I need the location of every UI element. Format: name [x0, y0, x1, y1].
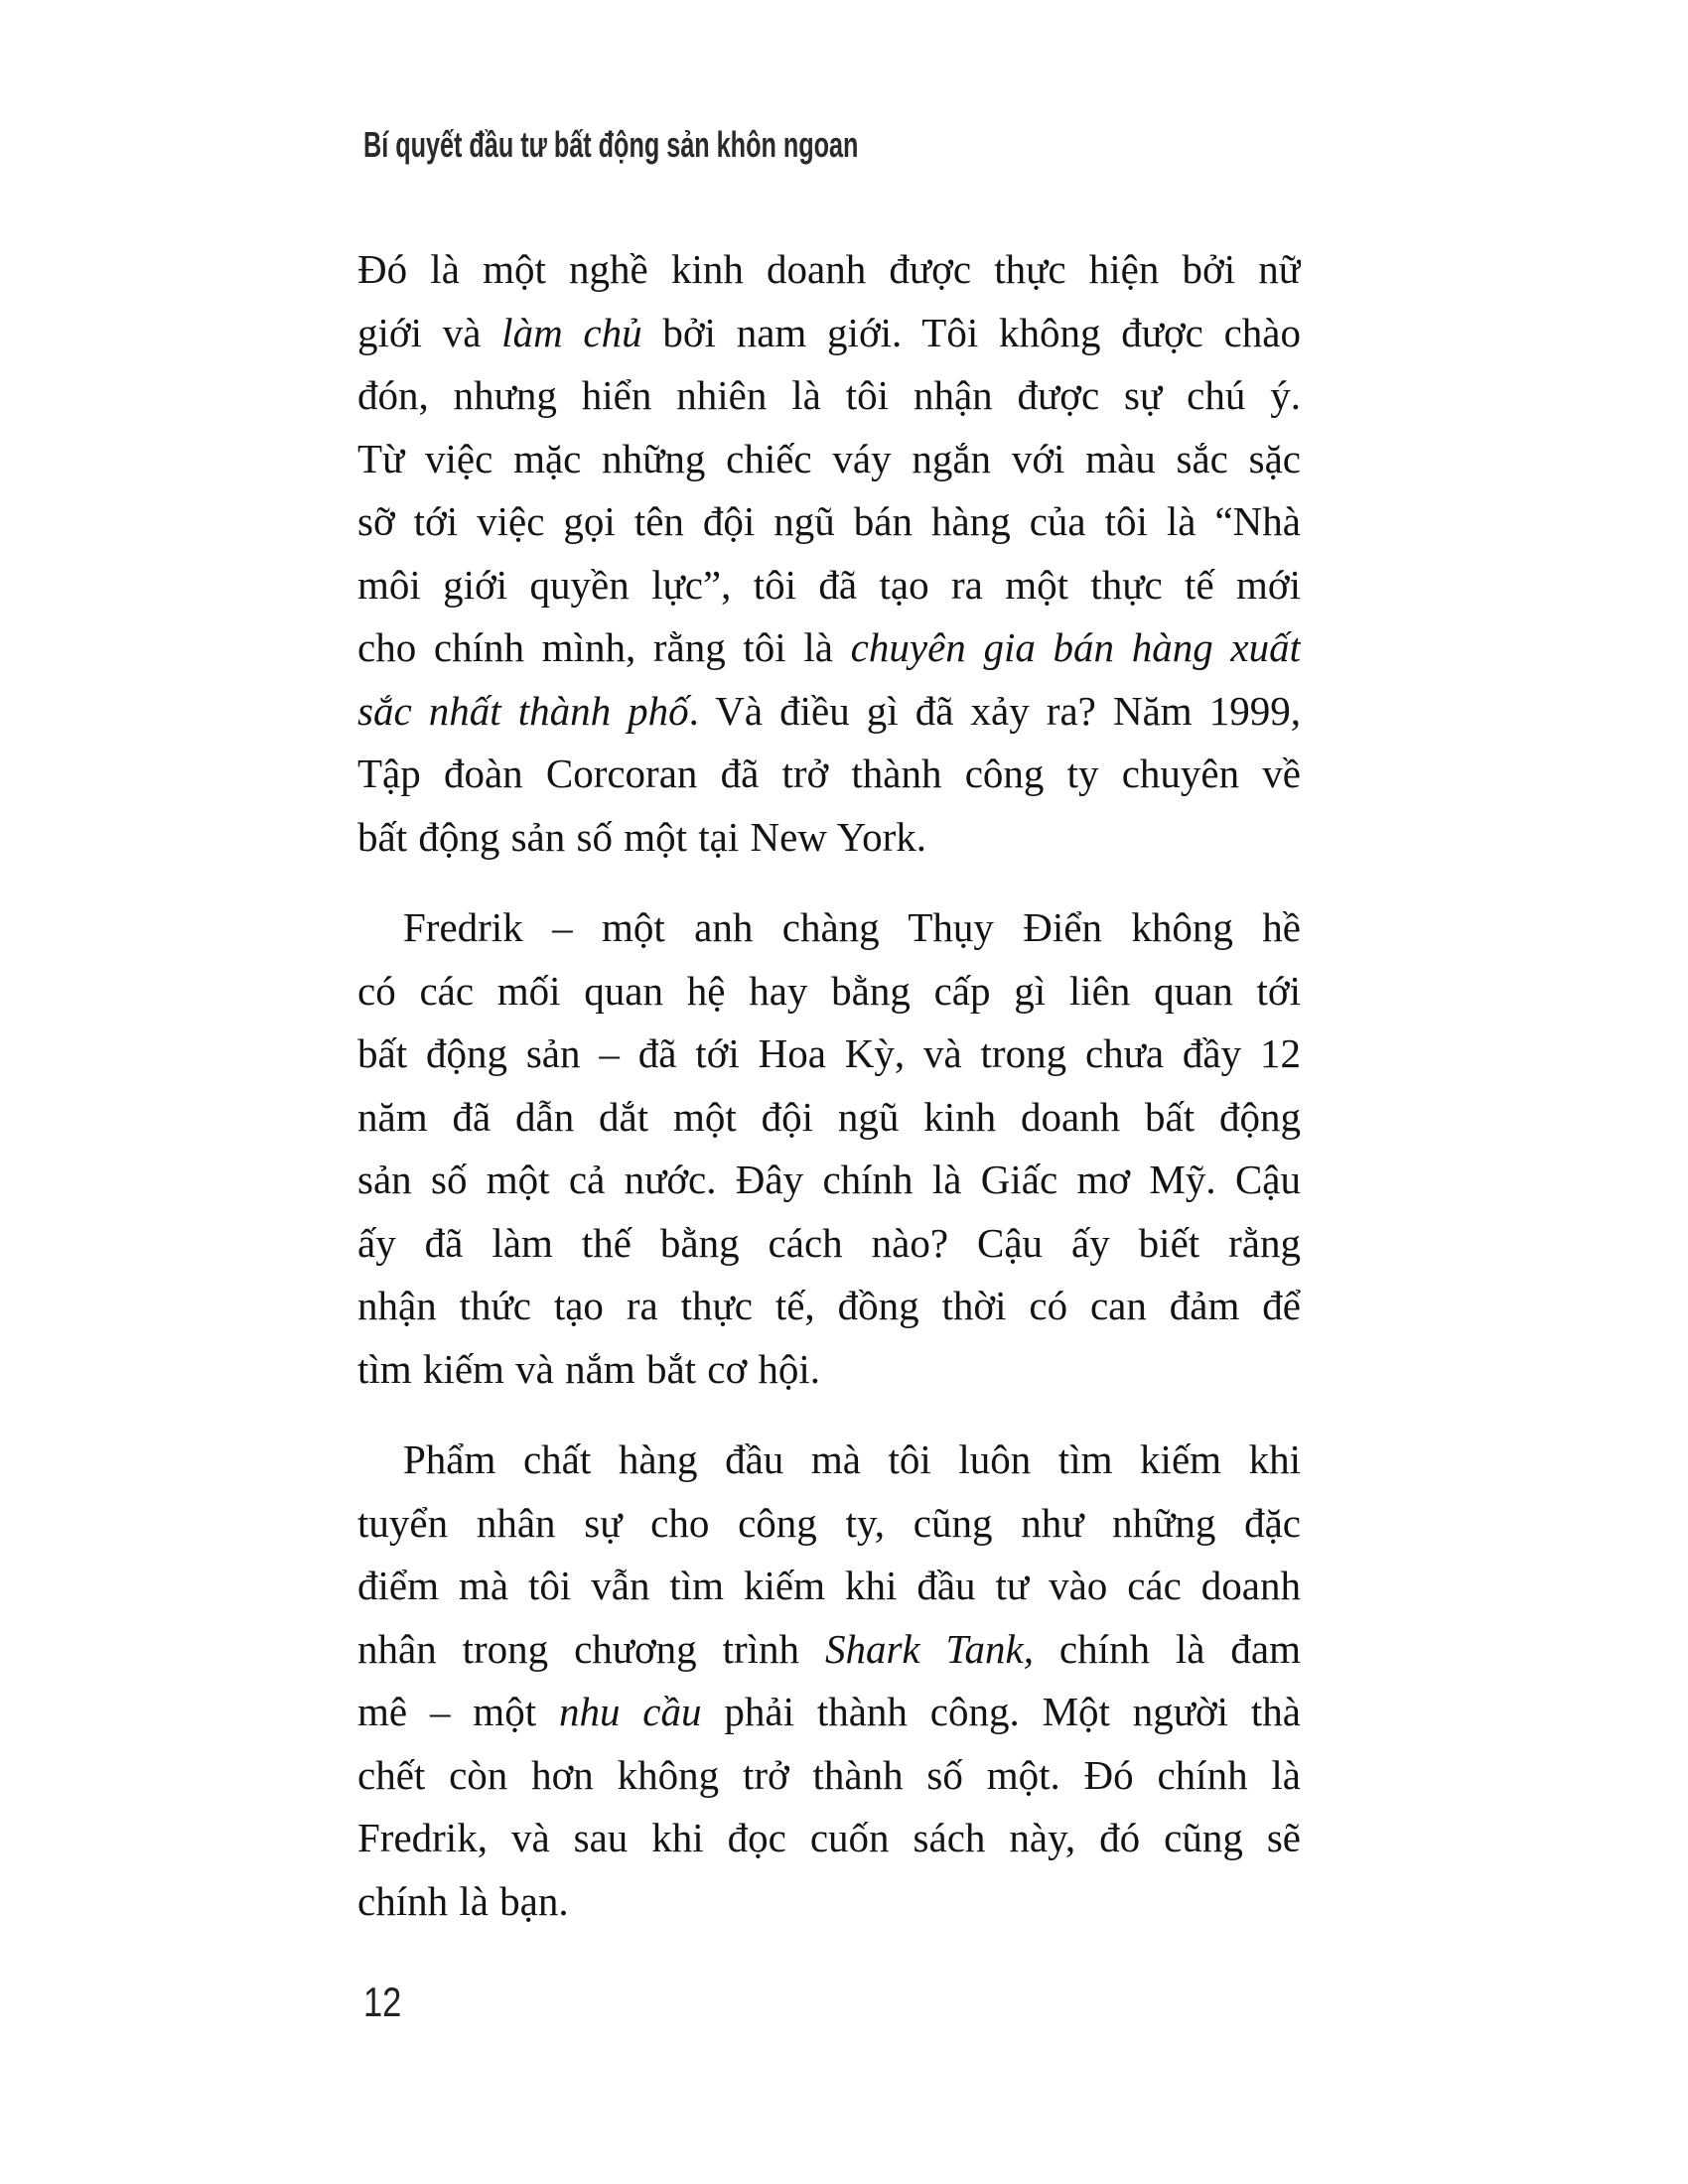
text-line — [357, 1807, 1301, 1870]
text-line — [357, 428, 1301, 491]
text-segment: bất động sản – đã tới Hoa Kỳ, và trong chưa đầy 12 — [357, 1030, 1301, 1076]
italic-text-segment: chuyên gia bán hàng xuất — [850, 624, 1301, 670]
text-line — [357, 1149, 1301, 1212]
text-line — [357, 1618, 1301, 1682]
text-segment: nhân trong chương trình — [357, 1625, 825, 1672]
text-segment: Fredrik, và sau khi đọc cuốn sách này, đó cũng sẽ — [357, 1815, 1301, 1860]
text-line — [357, 1212, 1301, 1276]
italic-text-segment: Shark Tank, — [824, 1625, 1034, 1672]
text-segment: Đó là một nghề kinh doanh được thực hiện bởi nữ — [357, 246, 1301, 292]
text-segment: . Và điều gì đã xảy ra? Năm 1999, — [688, 687, 1301, 734]
text-segment: điểm mà tôi vẫn tìm kiếm khi đầu tư vào các doanh — [357, 1563, 1301, 1608]
text-line — [357, 1744, 1301, 1808]
text-segment: phải thành công. Một người thà — [701, 1689, 1301, 1734]
text-segment: chết còn hơn không trở thành số một. Đó chính là — [357, 1751, 1301, 1798]
text-segment: tìm kiếm và nắm bắt cơ hội. — [357, 1345, 821, 1392]
text-line — [357, 680, 1301, 744]
text-line — [357, 490, 1301, 554]
paragraph-3 — [357, 1429, 1301, 1933]
text-segment: đón, nhưng hiển nhiên là tôi nhận được sự chú ý. — [357, 372, 1301, 418]
text-line — [357, 1275, 1301, 1338]
text-segment: chính là bạn. — [357, 1877, 569, 1924]
text-segment: sản số một cả nước. Đây chính là Giấc mơ Mỹ. Cậu — [357, 1157, 1301, 1202]
italic-text-segment: làm chủ — [501, 309, 642, 355]
text-segment: bởi nam giới. Tôi không được chào — [641, 309, 1301, 355]
text-line — [357, 960, 1301, 1024]
text-segment: tuyển nhân sự cho công ty, cũng như những đặc — [357, 1499, 1301, 1546]
text-segment: Từ việc mặc những chiếc váy ngắn với màu sắc sặc — [357, 435, 1301, 481]
text-line — [357, 1086, 1301, 1150]
text-line — [357, 1023, 1301, 1086]
text-segment: môi giới quyền lực”, tôi đã tạo ra một thực tế mới — [357, 561, 1301, 608]
text-line — [357, 1338, 1301, 1402]
paragraph-2 — [357, 896, 1301, 1401]
text-segment: Fredrik – một anh chàng Thụy Điển không hề — [403, 904, 1301, 950]
text-segment: sỡ tới việc gọi tên đội ngũ bán hàng của tôi là “Nhà — [357, 498, 1301, 544]
text-segment: cho chính mình, rằng tôi là — [357, 624, 851, 670]
text-segment: Tập đoàn Corcoran đã trở thành công ty chuyên về — [357, 751, 1301, 796]
text-segment: giới và — [357, 309, 502, 355]
text-segment: có các mối quan hệ hay bằng cấp gì liên quan tới — [357, 967, 1301, 1014]
italic-text-segment: nhu cầu — [558, 1689, 702, 1734]
text-line — [403, 896, 1301, 960]
text-segment: nhận thức tạo ra thực tế, đồng thời có can đảm để — [357, 1283, 1301, 1328]
text-segment: Phẩm chất hàng đầu mà tôi luôn tìm kiếm khi — [403, 1436, 1301, 1482]
text-segment: năm đã dẫn dắt một đội ngũ kinh doanh bất động — [357, 1093, 1301, 1140]
text-line — [357, 616, 1301, 680]
text-line — [357, 743, 1301, 806]
body-text — [357, 238, 1301, 1933]
text-line — [403, 1429, 1301, 1492]
italic-text-segment: sắc nhất thành phố — [357, 687, 689, 734]
text-line — [357, 302, 1301, 365]
text-line — [357, 238, 1301, 302]
text-line — [357, 1555, 1301, 1618]
text-segment: bất động sản số một tại New York. — [357, 813, 927, 860]
paragraph-1 — [357, 238, 1301, 869]
text-line — [357, 1681, 1301, 1744]
page-number: 12 — [363, 1979, 402, 2025]
running-header: Bí quyết đầu tư bất động sản khôn ngoan — [363, 124, 859, 165]
text-segment: mê – một — [357, 1689, 559, 1734]
text-line — [357, 364, 1301, 428]
text-segment: chính là đam — [1034, 1625, 1301, 1672]
text-line — [357, 554, 1301, 617]
text-line — [357, 806, 1301, 870]
text-line — [357, 1492, 1301, 1556]
text-segment: ấy đã làm thế bằng cách nào? Cậu ấy biết rằng — [357, 1219, 1301, 1266]
text-line — [357, 1870, 1301, 1934]
